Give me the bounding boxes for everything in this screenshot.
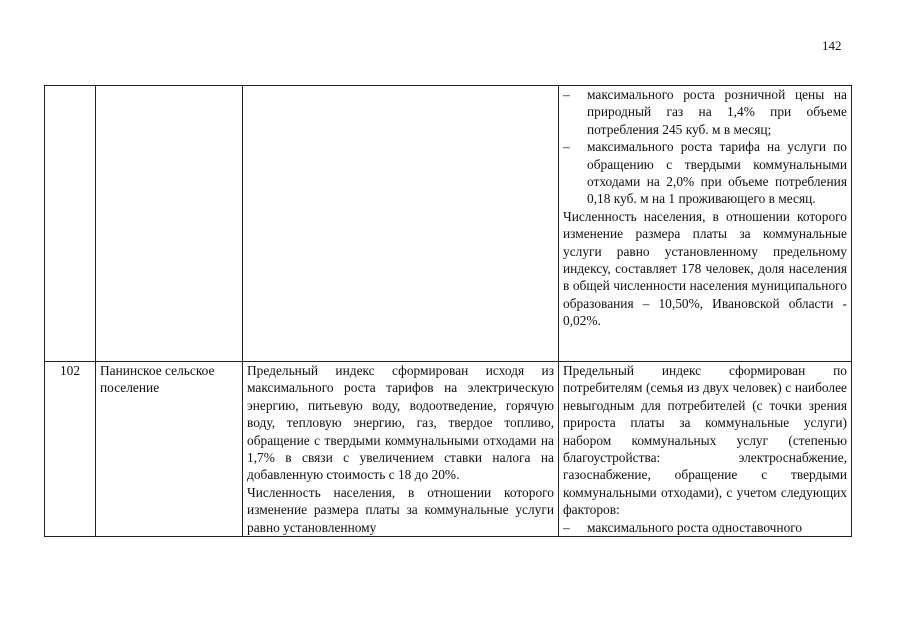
population-paragraph: Численность населения, в отношении которого изменение размера платы за коммунальные услуги равно установленному предельному индексу, составляет 178 человек, доля населения в общей численности населения муниципального образования – 10,50%, Ивановской области - 0,02%.: [563, 208, 847, 329]
list-item: – максимального роста одноставочного: [563, 519, 803, 535]
row-number-cell: [45, 86, 96, 362]
details-cell: [559, 362, 852, 537]
page-number: 142: [822, 38, 842, 53]
municipality-cell: [96, 86, 243, 362]
list-item: – максимального роста розничной цены на природный газ на 1,4% при объеме потребления 245 куб. м в месяц;: [563, 87, 847, 137]
table-row: [45, 362, 852, 537]
index-paragraph: Предельный индекс сформирован исходя из максимального роста тарифов на электрическую энергию, питьевую воду, водоотведение, горячую воду, тепловую энергию, газ, твердое топливо, обращение с твердыми коммунальными отходами на 1,7% в связи с увеличением ставки налога на добавленную стоимость с 18 до 20%.: [247, 363, 554, 483]
dash-icon: –: [563, 519, 570, 535]
details-cell: [559, 86, 852, 362]
table-row: [45, 86, 852, 362]
factor-list: [563, 86, 847, 208]
index-paragraph: Предельный индекс сформирован по потребителям (семья из двух человек) с наиболее невыгодным для потребителей (с точки зрения прироста платы за коммунальные услуги) набором коммунальных услуг (степенью благоустройства: электроснабжение, газоснабжение, обращение с твердыми коммунальными отходами), с учетом следующих факторов:: [563, 363, 847, 518]
description-cell: [243, 86, 559, 362]
index-table: [44, 85, 852, 537]
factor-list: [563, 519, 847, 536]
municipality-cell: Панинское сельское поселение: [96, 362, 243, 537]
population-paragraph: Численность населения, в отношении которого изменение размера платы за коммунальные услуги равно установленному: [247, 484, 554, 535]
dash-icon: –: [563, 87, 570, 102]
row-number-cell: 102: [45, 362, 96, 537]
description-cell: [243, 362, 559, 537]
list-item: – максимального роста тарифа на услуги по обращению с твердыми коммунальными отходами на 2,0% при объеме потребления 0,18 куб. м на 1 проживающего в месяц.: [563, 139, 847, 207]
dash-icon: –: [563, 139, 570, 155]
